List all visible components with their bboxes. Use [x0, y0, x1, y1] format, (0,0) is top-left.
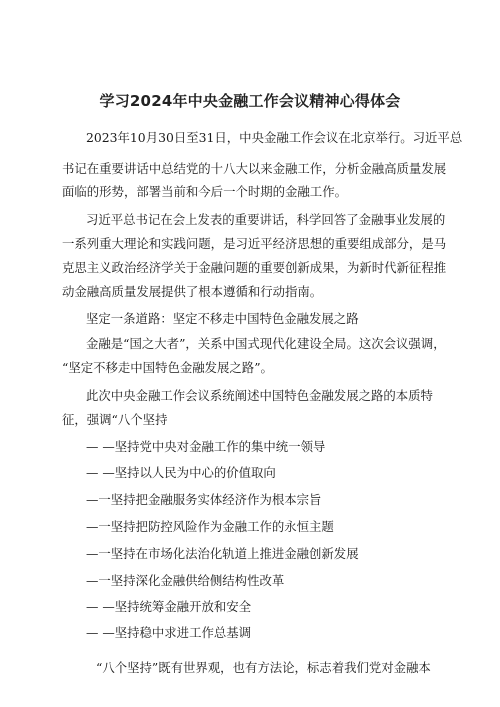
list-item: —一坚持把防控风险作为金融工作的永恒主题	[86, 519, 334, 534]
paragraph-line: 动金融高质量发展提供了根本遵循和行动指南。	[62, 284, 323, 299]
paragraph-line: “八个坚持”既有世界观，也有方法论，标志着我们党对金融本	[96, 660, 431, 675]
paragraph-line: 此次中央金融工作会议系统阐述中国特色金融发展之路的本质特	[86, 388, 433, 403]
list-item: — —坚持统筹金融开放和安全	[86, 599, 252, 614]
list-item: — —坚持以人民为中心的价值取向	[86, 465, 276, 480]
list-item: —一坚持在市场化法治化轨道上推进金融创新发展	[86, 546, 359, 561]
list-item: —一坚持深化金融供给侧结构性改革	[86, 573, 285, 588]
list-item: —一坚持把金融服务实体经济作为根本宗旨	[86, 492, 322, 507]
list-item: — —坚持党中央对金融工作的集中统一领导	[86, 439, 326, 454]
paragraph-line: 面临的形势，部署当前和今后一个时期的金融工作。	[62, 184, 347, 199]
paragraph-line: 金融是“国之大者”，关系中国式现代化建设全局。这次会议强调，	[86, 336, 446, 351]
paragraph-line: 征，强调“八个坚持	[62, 412, 168, 427]
list-item: — —坚持稳中求进工作总基调	[86, 625, 252, 640]
paragraph-line: 克思主义政治经济学关于金融问题的重要创新成果，为新时代新征程推	[62, 260, 447, 275]
section-heading: 坚定一条道路：坚定不移走中国特色金融发展之路	[86, 311, 359, 326]
paragraph-line: 一系列重大理论和实践问题，是习近平经济思想的重要组成部分，是马	[62, 236, 447, 251]
paragraph-line: “坚定不移走中国特色金融发展之路”。	[62, 360, 273, 375]
paragraph-line: 书记在重要讲话中总结党的十八大以来金融工作，分析金融高质量发展	[62, 161, 447, 176]
paragraph-line: 习近平总书记在会上发表的重要讲话，科学回答了金融事业发展的	[86, 212, 446, 227]
paragraph-line: 2023年10月30日至31日，中央金融工作会议在北京举行。习近平总	[86, 130, 463, 145]
document-title: 学习2024年中央金融工作会议精神心得体会	[99, 92, 401, 110]
